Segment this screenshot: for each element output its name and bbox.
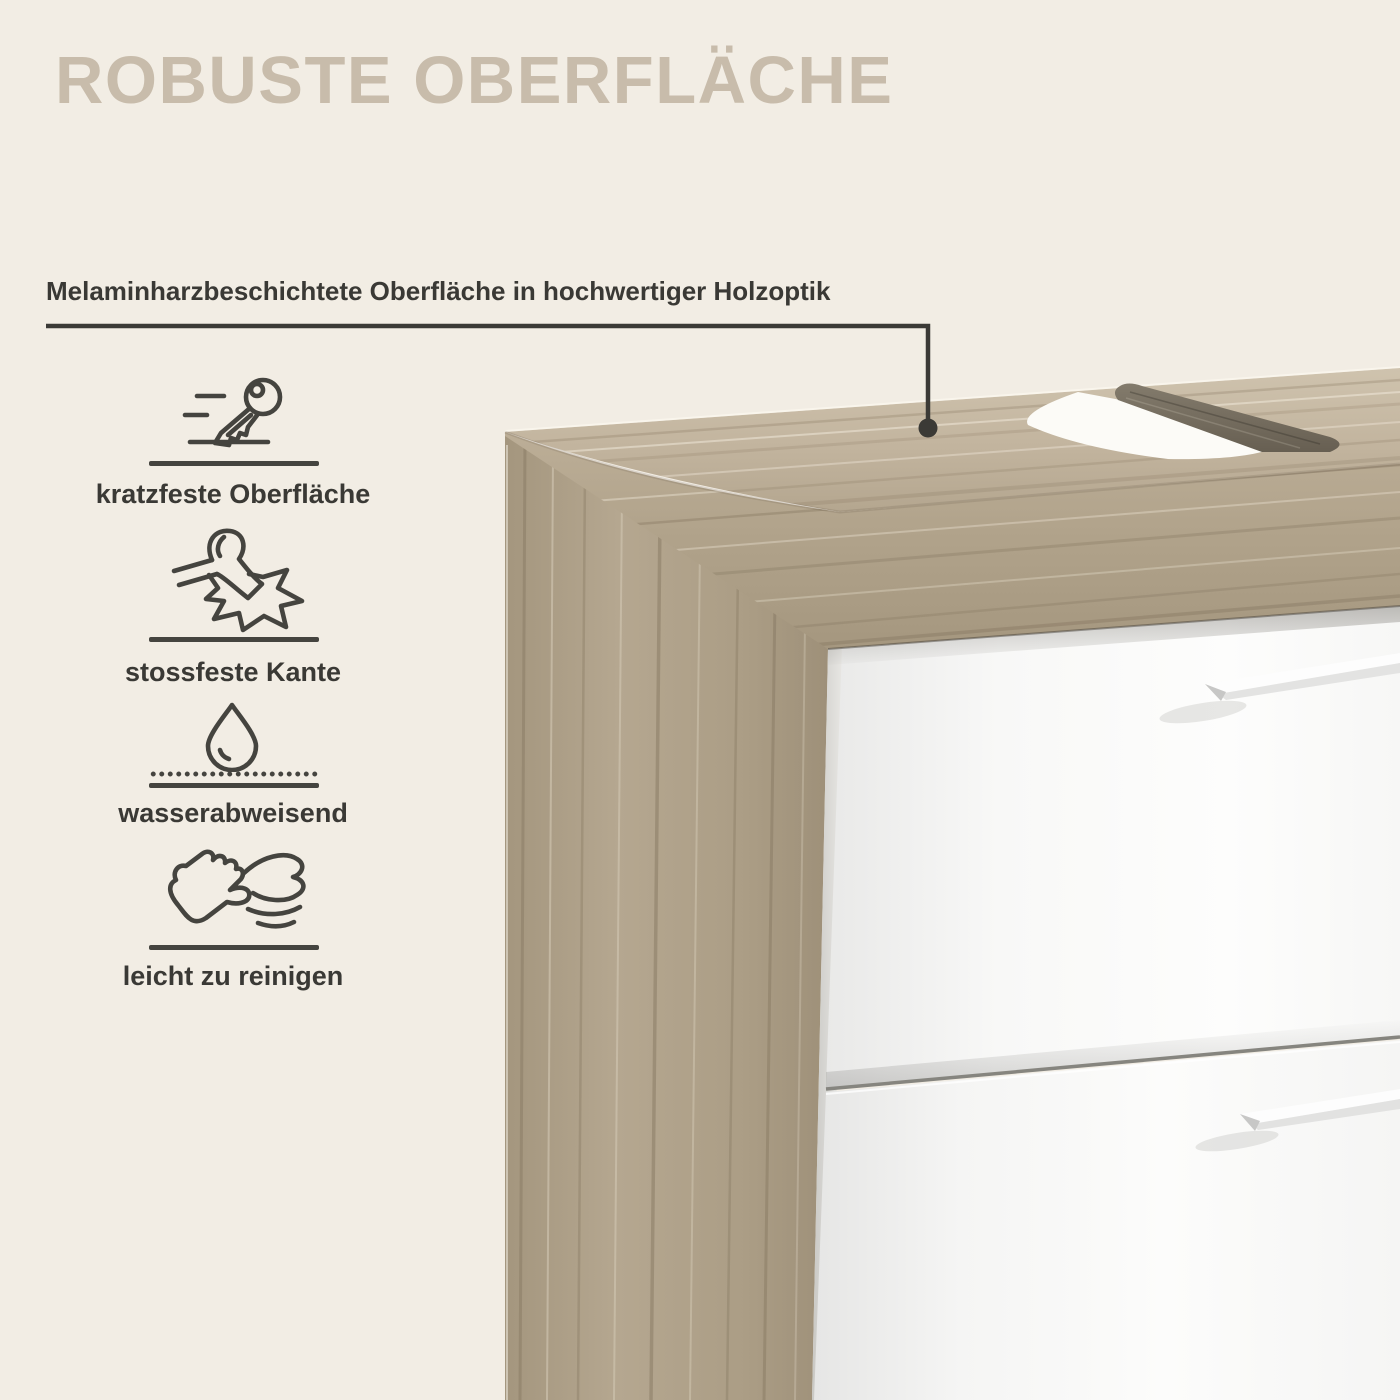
key-icon xyxy=(145,363,305,453)
feature-label-waterrepellent: wasserabweisend xyxy=(118,798,348,828)
feature-label-scratchproof: kratzfeste Oberfläche xyxy=(95,479,371,509)
separator xyxy=(149,783,319,788)
feature-label-impactproof: stossfeste Kante xyxy=(124,657,342,687)
drawer-front-bottom[interactable] xyxy=(814,1040,1400,1400)
separator xyxy=(149,637,319,642)
dotted-line xyxy=(149,771,319,777)
callout-label: Melaminharzbeschichtete Oberfläche in hochwertiger Holzoptik xyxy=(46,276,831,306)
separator xyxy=(149,945,319,950)
feature-label-easyclean: leicht zu reinigen xyxy=(122,961,344,991)
callout-dot xyxy=(919,419,938,438)
page-title: ROBUSTE OBERFLÄCHE xyxy=(55,43,894,118)
separator xyxy=(149,461,319,466)
hammer-icon xyxy=(150,525,320,643)
hand-wipe-icon xyxy=(158,843,318,941)
water-drop-icon xyxy=(195,700,269,772)
